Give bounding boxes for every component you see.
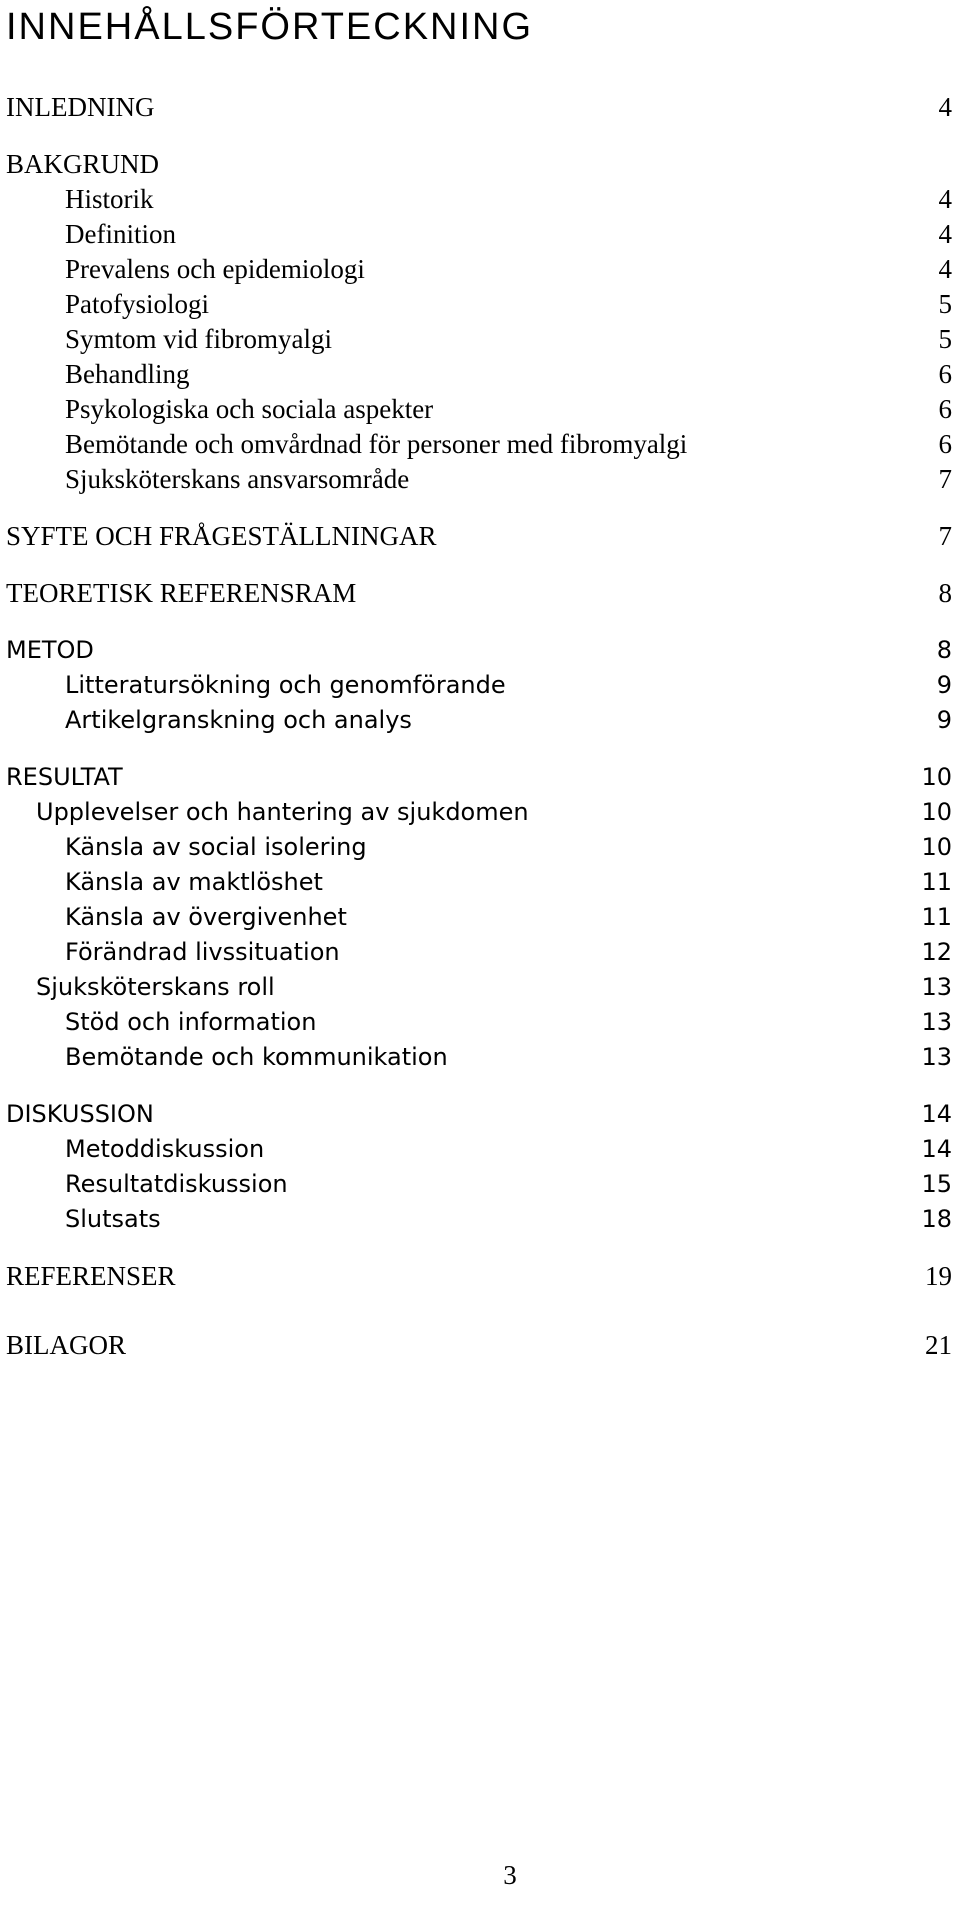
toc-entry-title: Sjuksköterskans ansvarsområde [65,464,410,494]
toc-entry-page: 10 [921,798,952,826]
toc-entry-title: INLEDNING [6,92,155,122]
toc-entry-title: Litteratursökning och genomförande [65,671,506,699]
toc-entry-page: 21 [925,1330,952,1360]
toc-entry-page: 4 [938,184,952,214]
toc-entry-title: RESULTAT [6,763,123,791]
toc-entry-sjukskoterskans-roll [0,970,952,1004]
toc-entry-title: TEORETISK REFERENSRAM [6,578,357,608]
toc-entry-social-isolering [0,830,952,864]
toc-entry-title: Historik [65,184,154,214]
toc-entry-page: 8 [936,636,952,664]
toc-entry-title: Prevalens och epidemiologi [65,254,365,284]
toc-entry-historik [0,182,952,216]
toc-entry-title: Känsla av maktlöshet [65,868,323,896]
toc-entry-title: Metoddiskussion [65,1135,265,1163]
toc-entry-title: SYFTE OCH FRÅGESTÄLLNINGAR [6,521,437,551]
toc-entry-bilagor [0,1328,952,1362]
toc-entry-page: 10 [921,833,952,861]
toc-entry-bakgrund [0,147,952,181]
toc-entry-metoddiskussion [0,1132,952,1166]
toc-entry-behandling [0,357,952,391]
toc-entry-resultat [0,760,952,794]
toc-entry-bemotande-omvardnad [0,427,952,461]
toc-entry-title: Upplevelser och hantering av sjukdomen [36,798,529,826]
toc-entry-metod [0,633,952,667]
toc-entry-ansvarsomrade [0,462,952,496]
toc-entry-maktloshet [0,865,952,899]
toc-entry-page: 4 [938,254,952,284]
toc-entry-page: 7 [938,521,952,551]
toc-heading: INNEHÅLLSFÖRTECKNING [6,6,534,48]
toc-entry-title: Symtom vid fibromyalgi [65,324,332,354]
toc-entry-title: BAKGRUND [6,149,160,179]
toc-entry-page: 5 [938,324,952,354]
toc-entry-artikelgranskning [0,703,952,737]
toc-entry-page: 18 [921,1205,952,1233]
toc-entry-page: 10 [921,763,952,791]
toc-entry-page: 13 [921,1043,952,1071]
toc-entry-title: Stöd och information [65,1008,317,1036]
toc-entry-stod-information [0,1005,952,1039]
toc-entry-bemotande-kommunikation [0,1040,952,1074]
toc-entry-teoretisk [0,576,952,610]
toc-entry-symtom [0,322,952,356]
toc-entry-page: 11 [921,903,952,931]
toc-entry-page: 9 [936,671,952,699]
toc-entry-page: 9 [936,706,952,734]
toc-entry-title: Bemötande och kommunikation [65,1043,448,1071]
toc-entry-slutsats [0,1202,952,1236]
toc-entry-title: METOD [6,636,94,664]
toc-entry-page: 13 [921,1008,952,1036]
toc-entry-page: 12 [921,938,952,966]
toc-entry-page: 4 [938,92,952,122]
toc-entry-page: 4 [938,219,952,249]
toc-entry-title: Förändrad livssituation [65,938,340,966]
toc-entry-resultatdiskussion [0,1167,952,1201]
toc-entry-definition [0,217,952,251]
toc-entry-page: 11 [921,868,952,896]
toc-entry-diskussion [0,1097,952,1131]
toc-entry-page: 6 [938,429,952,459]
toc-entry-page: 6 [938,394,952,424]
toc-entry-title: Känsla av övergivenhet [65,903,347,931]
toc-entry-page: 15 [921,1170,952,1198]
toc-entry-inledning [0,90,952,124]
toc-entry-page: 8 [938,578,952,608]
toc-entry-title: DISKUSSION [6,1100,154,1128]
toc-entry-title: Sjuksköterskans roll [36,973,275,1001]
toc-entry-title: Definition [65,219,176,249]
toc-entry-page: 6 [938,359,952,389]
toc-entry-title: Artikelgranskning och analys [65,706,412,734]
toc-entry-overgivenhet [0,900,952,934]
toc-entry-syfte [0,519,952,553]
toc-entry-title: BILAGOR [6,1330,126,1360]
toc-entry-title: Slutsats [65,1205,161,1233]
toc-entry-page: 14 [921,1100,952,1128]
toc-entry-title: REFERENSER [6,1261,176,1291]
toc-entry-title: Resultatdiskussion [65,1170,288,1198]
toc-entry-page: 19 [925,1261,952,1291]
toc-entry-patofysiologi [0,287,952,321]
toc-entry-litteratursokning [0,668,952,702]
toc-entry-title: Bemötande och omvårdnad för personer med fibromyalgi [65,429,688,459]
toc-entry-page: 7 [938,464,952,494]
toc-entry-title: Behandling [65,359,190,389]
toc-entry-page: 13 [921,973,952,1001]
toc-entry-prevalens [0,252,952,286]
toc-entry-page: 5 [938,289,952,319]
toc-entry-page: 14 [921,1135,952,1163]
toc-entry-upplevelser [0,795,952,829]
toc-entry-referenser [0,1259,952,1293]
toc-entry-title: Patofysiologi [65,289,210,319]
toc-entry-title: Känsla av social isolering [65,833,367,861]
toc-entry-livssituation [0,935,952,969]
toc-entry-psykologiska [0,392,952,426]
toc-entry-title: Psykologiska och sociala aspekter [65,394,434,424]
page-number: 3 [503,1860,517,1890]
